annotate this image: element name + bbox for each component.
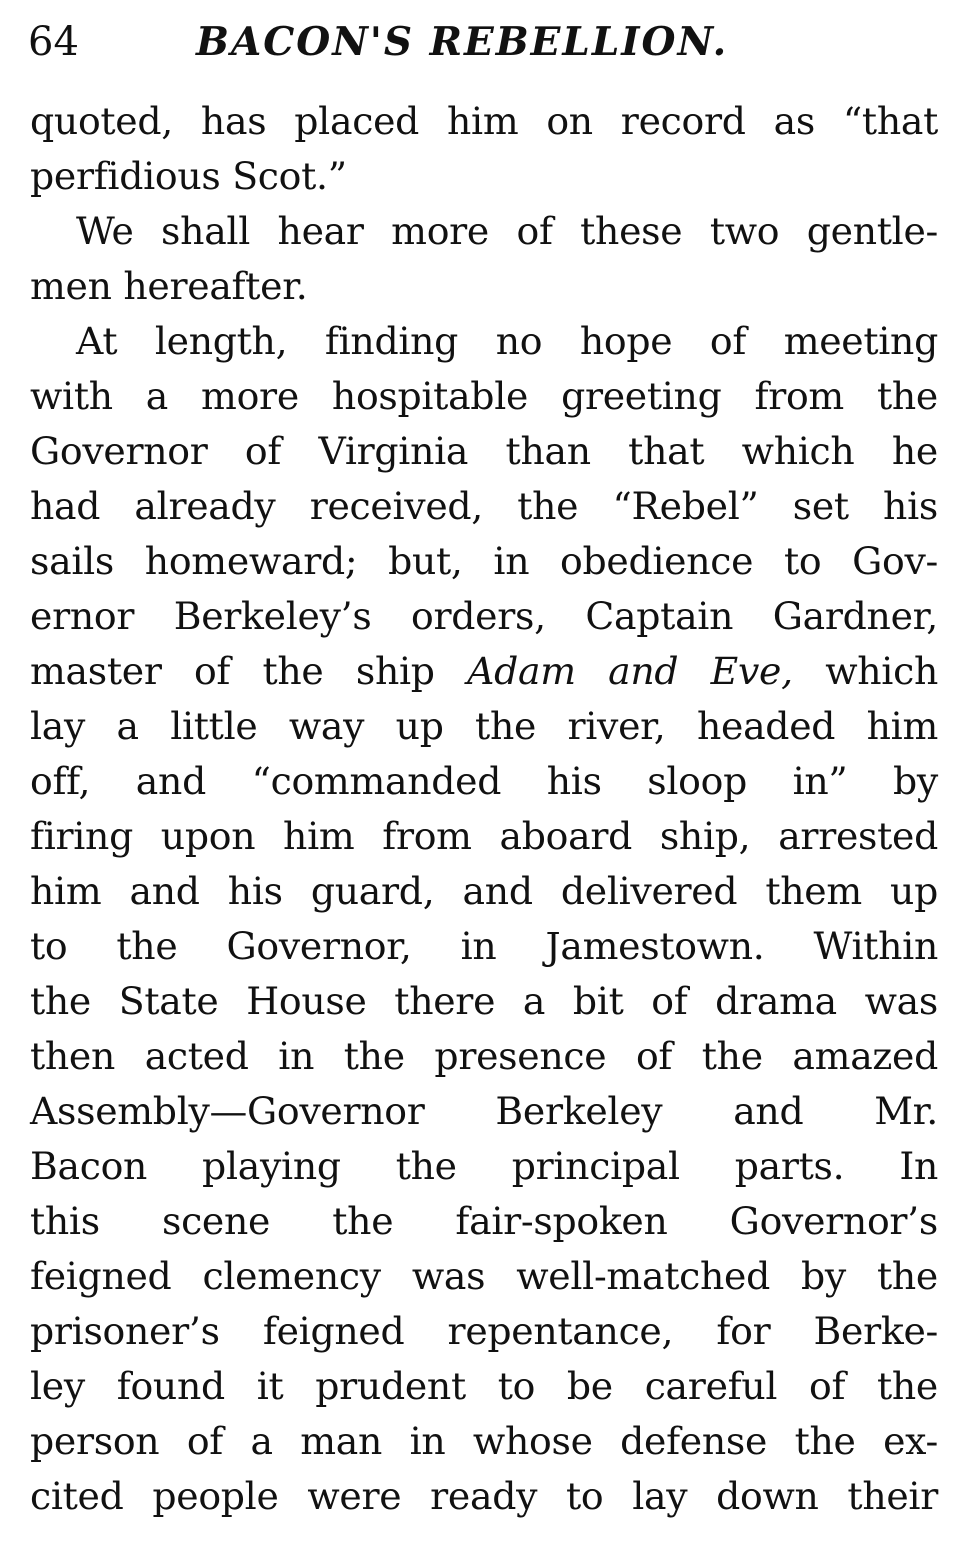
text-line: ley found it prudent to be careful of the — [30, 1364, 938, 1408]
text-segment: master of the ship — [30, 649, 468, 693]
text-line: sails homeward; but, in obedience to Gov- — [30, 539, 938, 583]
text-line: Governor of Virginia than that which he — [30, 429, 938, 473]
text-line: to the Governor, in Jamestown. Within — [30, 924, 938, 968]
text-line: prisoner’s feigned repentance, for Berke- — [30, 1309, 938, 1353]
text-line: feigned clemency was well-matched by the — [30, 1254, 938, 1298]
text-line: then acted in the presence of the amazed — [30, 1034, 938, 1078]
text-line: perfidious Scot.” — [30, 154, 347, 198]
text-line: We shall hear more of these two gentle- — [76, 209, 938, 253]
text-line: with a more hospitable greeting from the — [30, 374, 938, 418]
text-line: this scene the fair-spoken Governor’s — [30, 1199, 938, 1243]
text-line-with-ship-name — [30, 644, 938, 699]
text-line: him and his guard, and delivered them up — [30, 869, 938, 913]
page-number: 64 — [28, 19, 79, 65]
text-line: firing upon him from aboard ship, arrested — [30, 814, 938, 858]
ship-name: Adam and Eve, — [467, 649, 793, 693]
text-line: quoted, has placed him on record as “that — [30, 99, 938, 143]
text-line: cited people were ready to lay down their — [30, 1474, 938, 1518]
text-line: had already received, the “Rebel” set his — [30, 484, 938, 528]
text-line: off, and “commanded his sloop in” by — [30, 759, 938, 803]
text-line: person of a man in whose defense the ex- — [30, 1419, 938, 1463]
text-line: lay a little way up the river, headed him — [30, 704, 938, 748]
text-line: At length, finding no hope of meeting — [76, 319, 938, 363]
text-segment: which — [792, 649, 938, 693]
text-line: men hereafter. — [30, 264, 308, 308]
text-line: ernor Berkeley’s orders, Captain Gardner, — [30, 594, 938, 638]
page-header — [28, 14, 938, 70]
text-line: Assembly—Governor Berkeley and Mr. — [30, 1089, 938, 1133]
body-text — [30, 94, 938, 1524]
running-title: BACON'S REBELLION. — [196, 19, 729, 65]
text-line: the State House there a bit of drama was — [30, 979, 938, 1023]
text-line: Bacon playing the principal parts. In — [30, 1144, 938, 1188]
